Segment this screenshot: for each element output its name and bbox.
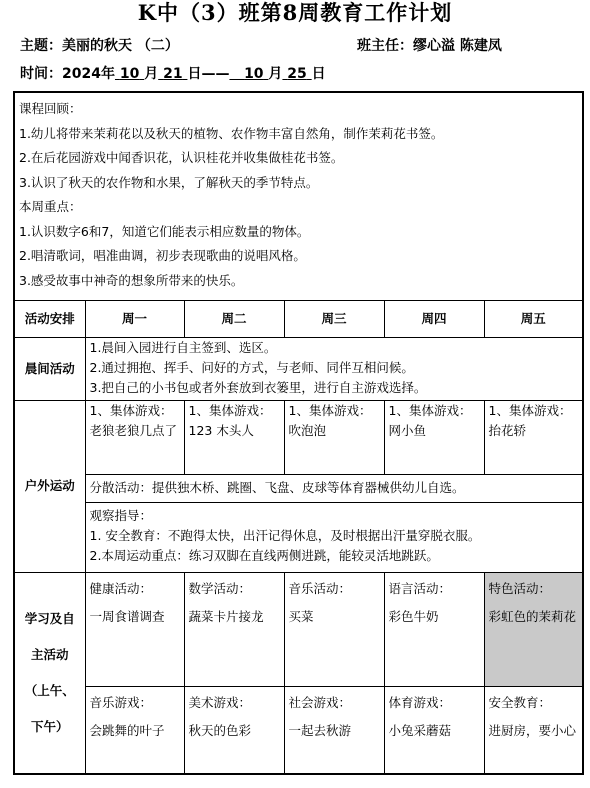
time-year: 2024年 [62,66,115,82]
review-item: 3.认识了秋天的农作物和水果，了解秋天的季节特点。 [19,174,319,190]
outdoor-game-thursday: 1、集体游戏：网小鱼 [384,400,484,474]
observe-title: 观察指导： [89,507,153,523]
learn-label: 学习及自 主活动 （上午、 下午） [14,572,85,774]
time-end-day: 25 [287,66,307,82]
learn-cell-friday-1: 特色活动： 彩虹色的茉莉花 [484,572,583,686]
time-day-char: 日 [187,66,202,82]
plan-table [13,91,584,775]
learn-cell-wednesday-2: 社会游戏： 一起去秋游 [284,686,384,774]
learn-cell-wednesday-1: 音乐活动： 买菜 [284,572,384,686]
morning-item: 2.通过拥抱、挥手、问好的方式，与老师、同伴互相问候。 [89,359,414,375]
theme-line [20,37,179,55]
day-tuesday: 周二 [184,300,284,337]
teacher-value: 缪心溢 陈建凤 [413,38,502,54]
observe-cell [85,502,583,572]
review-heading: 课程回顾： [19,101,82,116]
outdoor-game-wednesday: 1、集体游戏：吹泡泡 [284,400,384,474]
observe-item: 2.本周运动重点：练习双脚在直线两侧进跳，能较灵活地跳跃。 [89,547,439,563]
outdoor-label: 户外运动 [14,400,85,572]
review-item: 2.在后花园游戏中闻香识花，认识桂花并收集做桂花书签。 [19,150,344,165]
learn-cell-monday-1: 健康活动： 一周食谱调查 [85,572,184,686]
time-month-char-2: 月 [268,66,283,82]
time-start-month: 10 [119,66,140,82]
day-friday: 周五 [484,300,583,337]
focus-item: 1.认识数字6和7，知道它们能表示相应数量的物体。 [19,223,310,239]
outdoor-game-monday: 1、集体游戏：老狼老狼几点了 [85,400,184,474]
theme-label: 主题： [20,38,62,54]
day-monday: 周一 [85,300,184,337]
time-start-day: 21 [163,66,183,82]
time-line [20,65,326,83]
teacher-label: 班主任： [357,38,413,54]
focus-item: 2.唱清歌词，唱准曲调，初步表现歌曲的说唱风格。 [19,248,306,263]
outdoor-game-friday: 1、集体游戏：抬花轿 [484,400,583,474]
time-label: 时间： [20,66,62,82]
morning-label: 晨间活动 [14,337,85,400]
learn-cell-tuesday-2: 美术游戏： 秋天的色彩 [184,686,284,774]
review-item: 1.幼儿将带来茉莉花以及秋天的植物、农作物丰富自然角，制作茉莉花书签。 [19,125,444,141]
day-wednesday: 周三 [284,300,384,337]
theme-value: 美丽的秋天 （二） [62,38,179,54]
outdoor-free-activity: 分散活动：提供独木桥、跳圈、飞盘、皮球等体育器械供幼儿自选。 [85,474,583,502]
learn-cell-thursday-2: 体育游戏： 小兔采蘑菇 [384,686,484,774]
page-title: K中（3）班第8周教育工作计划 [137,0,453,25]
focus-item: 3.感受故事中神奇的想象所带来的快乐。 [19,272,244,288]
focus-heading: 本周重点： [19,199,82,214]
time-day-char-2: 日 [311,66,326,82]
time-month-char: 月 [144,66,159,82]
outdoor-game-tuesday: 1、集体游戏：123 木头人 [184,400,284,474]
activity-header: 活动安排 [14,300,85,337]
time-sep: —— [201,66,230,82]
learn-cell-friday-2: 安全教育： 进厨房，要小心 [484,686,583,774]
observe-item: 1. 安全教育：不跑得太快，出汗记得休息，及时根据出汗量穿脱衣服。 [89,527,481,543]
teacher-line [357,37,502,55]
learn-cell-monday-2: 音乐游戏： 会跳舞的叶子 [85,686,184,774]
morning-cell [85,337,583,400]
time-end-month: 10 [244,66,264,82]
day-thursday: 周四 [384,300,484,337]
morning-item: 1.晨间入园进行自主签到、选区。 [89,339,277,355]
learn-cell-thursday-1: 语言活动： 彩色牛奶 [384,572,484,686]
morning-item: 3.把自己的小书包或者外套放到衣篓里，进行自主游戏选择。 [89,379,427,395]
review-cell [14,92,583,300]
learn-cell-tuesday-1: 数学活动： 蔬菜卡片接龙 [184,572,284,686]
